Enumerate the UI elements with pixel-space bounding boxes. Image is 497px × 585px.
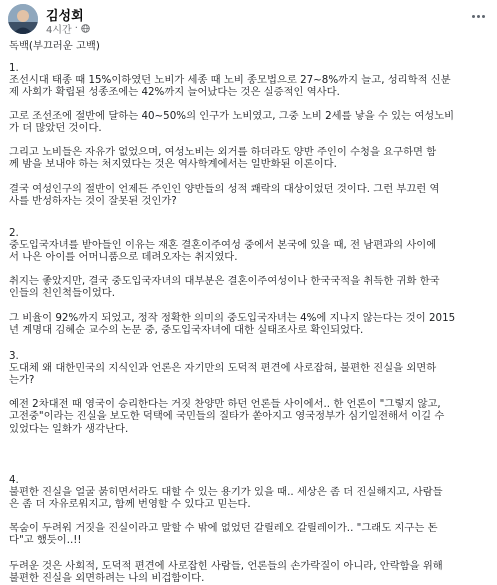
paragraph [9,362,489,387]
paragraph-line: 년 계명대 김혜순 교수의 논문 중, 중도입국자녀에 대한 실태조사로 확인되었다. [9,324,364,337]
paragraph [9,560,489,585]
avatar-image [8,4,38,34]
paragraph-line: 가 더 많았던 것이다. [9,122,102,135]
paragraph-line: 예전 2차대전 때 영국이 승리한다는 거짓 찬양만 하던 언론들 사이에서.. 한 언론이 "그렇지 않고, [9,398,441,410]
paragraph-line: 인들의 친인척들이었다. [9,287,116,300]
paragraph [9,239,489,264]
paragraph [9,110,489,135]
paragraph-line: 두려운 것은 사회적, 도덕적 편견에 사로잡힌 사람들, 언론들의 손가락질이 아니라, 안락함을 위해 [9,560,443,572]
post-header [8,4,489,34]
paragraph-line: 도대체 왜 대한민국의 지식인과 언론은 자기만의 도덕적 편견에 사로잡혀, 불편한 진실을 외면하 [9,362,437,374]
globe-icon[interactable] [81,24,90,33]
paragraph [9,398,489,435]
author-name[interactable]: 김성회 [46,9,84,24]
paragraph [9,146,489,171]
more-dot [477,15,480,18]
section-number: 2. [9,227,19,239]
paragraph [9,312,489,337]
more-dot [482,15,485,18]
paragraph-line: 결국 여성인구의 절반이 언제든 주인인 양반들의 성적 쾌락의 대상이었던 것이다. 그런 부끄런 역 [9,183,440,195]
more-options-icon[interactable] [467,8,489,24]
paragraph-line: 은 좀 더 자유로워지고, 함께 번영할 수 있다고 믿는다. [9,498,251,511]
paragraph-line: 는가? [9,374,35,387]
paragraph-line: 목숨이 두려워 거짓을 진실이라고 말할 수 밖에 없었던 갈릴레오 갈릴레이가.. "그래도 지구는 돈 [9,522,438,534]
paragraph-line: 중도입국자녀를 받아들인 이유는 재혼 결혼이주여성 중에서 본국에 있을 때, 전 남편과의 사이에 [9,239,437,251]
post-time[interactable]: 4시간 [46,25,72,36]
paragraph [9,74,489,99]
paragraph-line: 고로 조선조에 절반에 달하는 40~50%의 인구가 노비였고, 그중 노비 2세를 낳을 수 있는 여성노비 [9,110,455,122]
paragraph-line: 그리고 노비들은 자유가 없었으며, 여성노비는 외거를 하더라도 양반 주인이 수청을 요구하면 함 [9,146,437,158]
paragraph [9,183,489,208]
paragraph-line: 서 나은 아이를 어머니품으로 데려오자는 취지였다. [9,251,238,264]
paragraph-line: 불편한 진실을 얼굴 붉히면서라도 대할 수 있는 용기가 있을 때.. 세상은 좀 더 진실해지고, 사람들 [9,486,443,498]
section-number: 3. [9,350,19,362]
paragraph-line: 불편한 진실을 외면하려는 나의 비겁함이다. [9,572,205,585]
paragraph [9,275,489,300]
section-number: 4. [9,474,19,486]
paragraph-line: 제 사회가 확립된 성종조에는 42%까지 늘어났다는 것은 실증적인 역사다. [9,86,340,99]
paragraph-line: 조선시대 태종 때 15%이하였던 노비가 세종 때 노비 종모법으로 27~8%까지 늘고, 성리학적 신분 [9,74,451,86]
post-meta [46,21,90,36]
separator-dot: · [74,23,78,34]
section-number: 1. [9,62,19,74]
paragraph-line: 그 비율이 92%까지 되었고, 정작 정확한 의미의 중도입국자녀는 4%에 지나지 않는다는 것이 2015 [9,312,456,324]
paragraph-line: 고전중"이라는 진실을 보도한 덕택에 국민들의 질타가 쏟아지고 영국정부가 심기일전해서 이길 수 [9,410,445,423]
paragraph-line: 있었다는 일화가 생각난다. [9,422,129,435]
paragraph [9,522,489,547]
paragraph-line: 취지는 좋았지만, 결국 중도입국자녀의 대부분은 결혼이주여성이나 한국국적을 취득한 귀화 한국 [9,275,440,287]
post-title: 독백(부끄러운 고백) [9,40,100,52]
paragraph-line: 다"고 했듯이..!! [9,534,82,547]
paragraph-line: 사를 반성하자는 것이 잘못된 것인가? [9,195,177,208]
paragraph-line: 께 밤을 보내야 하는 처지였다는 것은 역사학계에서는 일반화된 이론이다. [9,158,337,171]
more-dot [472,15,475,18]
avatar[interactable] [8,4,38,34]
paragraph [9,486,489,511]
